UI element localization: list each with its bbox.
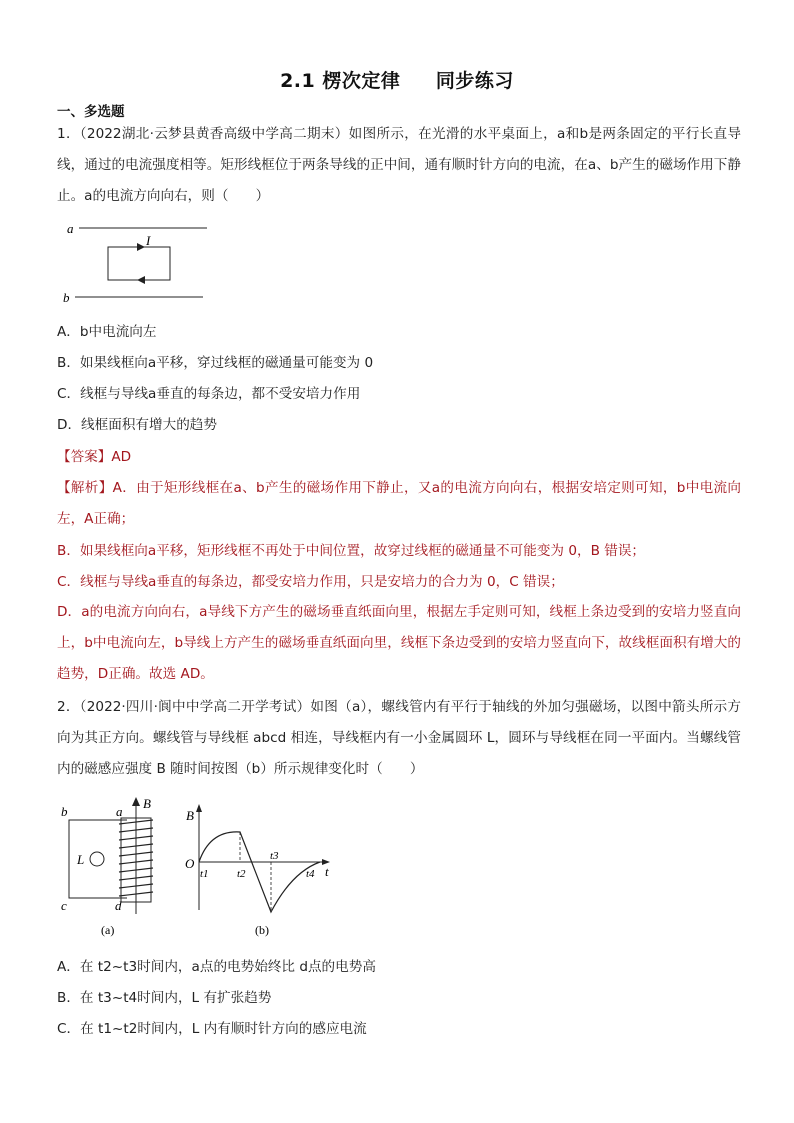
question-1-stem: 1．（2022湖北·云梦县黄香高级中学高二期末）如图所示，在光滑的水平桌面上，a和b是两条固定的平行长直导线，通过的电流强度相等。矩形线框位于两条导线的正中间，通有顺时针方向的电流，在a、b产生的磁场作用下静止。a的电流方向向右，则（ ） — [57, 126, 741, 204]
q2-option-a: A．在 t2~t3时间内，a点的电势始终比 d点的电势高 — [57, 959, 376, 975]
current-arrow-left-icon — [137, 276, 145, 284]
analysis-tag: 【解析】 — [57, 480, 113, 496]
wire-a-label: a — [67, 221, 74, 236]
origin-label: O — [185, 856, 195, 871]
rectangular-loop — [108, 247, 170, 280]
field-direction-arrow-icon — [132, 797, 140, 806]
q2-option-c: C．在 t1~t2时间内，L 内有顺时针方向的感应电流 — [57, 1021, 367, 1037]
section-heading: 一、多选题 — [57, 104, 125, 120]
figure-b-caption: (b) — [255, 923, 269, 937]
q1-option-c: C．线框与导线a垂直的每条边，都不受安培力作用 — [57, 386, 361, 402]
q2-option-b: B．在 t3~t4时间内，L 有扩张趋势 — [57, 990, 272, 1006]
tick-t4: t4 — [306, 868, 315, 880]
label-L: L — [77, 852, 85, 867]
q1-analysis-b: B．如果线框向a平移，矩形线框不再处于中间位置，故穿过线框的磁通量不可能变为 0，B 错误； — [57, 543, 646, 559]
tick-t2: t2 — [237, 868, 246, 880]
wire-b-label: b — [63, 290, 70, 305]
b-t-curve — [199, 832, 320, 912]
question-1-figure — [57, 218, 217, 308]
label-b: b — [61, 804, 68, 819]
label-a: a — [116, 804, 123, 819]
question-2-stem: 2．（2022·四川·阆中中学高二开学考试）如图（a），螺线管内有平行于轴线的外加匀强磁场，以图中箭头所示方向为其正方向。螺线管与导线框 abcd 相连，导线框内有一小金属圆环 L，圆环与导线框在同一平面内。当螺线管内的磁感应强度 B 随时间按图（b）所示规律变化时（ ） — [57, 699, 741, 777]
q1-option-d: D．线框面积有增大的趋势 — [57, 417, 217, 433]
question-2-figure-a — [57, 794, 172, 944]
q1-analysis-a — [57, 473, 741, 535]
tick-t1: t1 — [200, 868, 209, 880]
q1-answer: 【答案】AD — [57, 449, 132, 465]
current-label: I — [146, 233, 151, 248]
q1-analysis-d: D．a的电流方向向右，a导线下方产生的磁场垂直纸面向里，根据左手定则可知，线框上条边受到的安培力竖直向上，b中电流向左，b导线上方产生的磁场垂直纸面向里，线框下条边受到的安培力竖直向下，故线框面积有增大的趋势，D正确。故选 AD。 — [57, 604, 741, 682]
page-title: 2.1 楞次定律 同步练习 — [280, 70, 514, 92]
axis-label-B: B — [186, 808, 194, 823]
label-B: B — [143, 796, 151, 811]
label-d: d — [115, 898, 122, 913]
label-c: c — [61, 898, 67, 913]
figure-a-caption: (a) — [101, 923, 115, 937]
q1-option-b: B．如果线框向a平移，穿过线框的磁通量可能变为 0 — [57, 355, 374, 371]
analysis-a-text: A．由于矩形线框在a、b产生的磁场作用下静止，又a的电流方向向右，根据安培定则可知，b中电流向左，A正确； — [57, 480, 742, 527]
axis-label-t: t — [325, 864, 329, 879]
q1-analysis-c: C．线框与导线a垂直的每条边，都受安培力作用，只是安培力的合力为 0，C 错误； — [57, 574, 564, 590]
question-2-figure-b — [182, 800, 342, 940]
q1-option-a: A．b中电流向左 — [57, 324, 157, 340]
y-axis-arrow-icon — [196, 804, 202, 812]
current-arrow-right-icon — [137, 243, 145, 251]
tick-t3: t3 — [270, 850, 279, 862]
metal-ring — [90, 852, 104, 866]
